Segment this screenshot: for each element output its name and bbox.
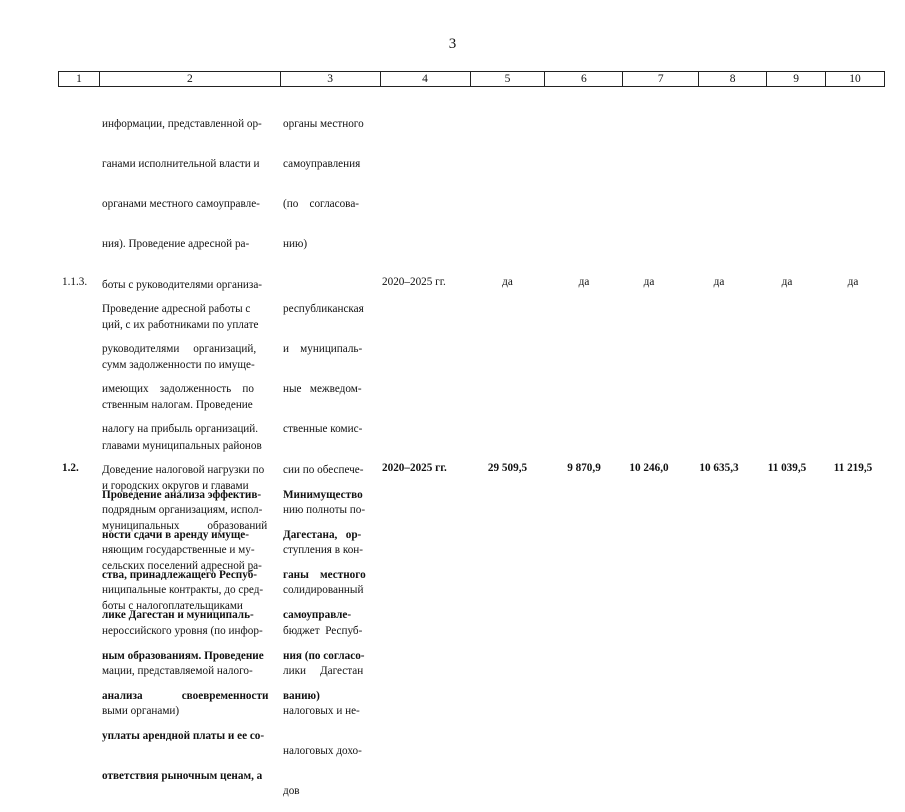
text-line: бюджет Респуб- <box>283 624 363 637</box>
text-line: ственные комис- <box>283 423 363 436</box>
continuation-executor <box>283 91 364 265</box>
header-col-9: 9 <box>767 72 826 86</box>
text-line: Минимущество <box>283 488 363 501</box>
text-line: ности сдачи в аренду имуще- <box>102 529 249 542</box>
text-line: сельских поселений адресной ра- <box>102 560 262 573</box>
row-1-2-number: 1.2. <box>62 462 79 474</box>
text-line: Дагестана, ор- <box>283 529 362 542</box>
text-line: ным образованиям. Проведение <box>102 649 264 662</box>
text-line: органы местного <box>283 117 364 130</box>
text-line: налоговых и не- <box>283 705 360 717</box>
row-1-1-3-value-2024: да <box>781 276 793 288</box>
header-col-8: 8 <box>699 72 767 86</box>
text-line: нию) <box>283 238 308 251</box>
header-col-1: 1 <box>59 72 100 86</box>
text-line: ния (по согласо- <box>283 649 365 662</box>
text-line: подрядным организациям, испол- <box>102 503 263 516</box>
text-line: анализа своевременности <box>102 689 269 702</box>
row-1-1-3-value-2022: да <box>643 276 655 288</box>
text-line: (по согласова- <box>283 198 360 211</box>
row-1-2-value-2022: 10 246,0 <box>629 462 669 474</box>
text-line: ганами исполнительной власти и <box>102 158 260 171</box>
text-line: боты с налогоплательщиками <box>102 600 243 613</box>
text-line: ганы местного <box>283 569 366 582</box>
text-line: няющим государственные и му- <box>102 544 255 557</box>
row-1-2-value-2025: 11 219,5 <box>833 462 873 474</box>
text-line: Доведение налоговой нагрузки по <box>102 463 265 476</box>
text-line: республиканская <box>283 302 364 315</box>
text-line: ций, с их работниками по уплате <box>102 318 259 331</box>
header-col-6: 6 <box>545 72 623 86</box>
text-line: дов <box>283 785 300 798</box>
text-line: Проведение адресной работы с <box>102 302 251 315</box>
text-line: муниципальных образований <box>102 520 268 532</box>
text-line: ные межведом- <box>283 383 362 396</box>
text-line: налоговых дохо- <box>283 745 362 758</box>
row-1-1-3-value-2021: да <box>578 276 590 288</box>
text-line: ния). Проведение адресной ра- <box>102 238 250 251</box>
row-1-1-3-value-2025: да <box>847 276 859 288</box>
row-1-2-value-2021: 9 870,9 <box>567 462 601 474</box>
row-1-1-3-number: 1.1.3. <box>62 276 88 288</box>
text-line: и муниципаль- <box>283 343 363 356</box>
text-line: уплаты арендной платы и ее со- <box>102 730 265 743</box>
text-line: самоуправле- <box>283 609 352 622</box>
text-line: ответствия рыночным ценам, а <box>102 770 263 783</box>
text-line: сумм задолженности по имуще- <box>102 359 255 372</box>
text-line: сии по обеспече- <box>283 463 364 476</box>
text-line: ниципальные контракты, до сред- <box>102 584 264 597</box>
header-col-3: 3 <box>281 72 381 86</box>
text-line: нероссийского уровня (по инфор- <box>102 624 263 637</box>
text-line: информации, представленной ор- <box>102 117 262 130</box>
text-line: органами местного самоуправле- <box>102 198 260 211</box>
row-1-2-value-2023: 10 635,3 <box>699 462 739 474</box>
row-1-1-3-value-2020: да <box>502 276 513 288</box>
row-1-2-description <box>102 462 268 797</box>
table-header-row <box>58 71 885 87</box>
row-1-2-executor <box>283 462 366 717</box>
text-line: мации, представляемой налого- <box>102 664 253 677</box>
text-line: и городских округов и главами <box>102 479 249 492</box>
text-line: ства, принадлежащего Респуб- <box>102 569 258 582</box>
header-col-4: 4 <box>381 72 471 86</box>
row-1-2-period: 2020–2025 гг. <box>382 462 447 474</box>
row-1-1-3-period: 2020–2025 гг. <box>382 276 446 288</box>
text-line: нию полноты по- <box>283 503 366 516</box>
text-line: Проведение анализа эффектив- <box>102 488 262 501</box>
text-line: солидированный <box>283 584 364 597</box>
text-line: главами муниципальных районов <box>102 439 262 452</box>
text-line: ступления в кон- <box>283 544 364 557</box>
header-col-10: 10 <box>826 72 885 86</box>
text-line: ственным налогам. Проведение <box>102 399 253 412</box>
text-line: налогу на прибыль организаций. <box>102 423 259 436</box>
text-line: имеющих задолженность по <box>102 383 254 396</box>
text-line: лике Дагестан и муниципаль- <box>102 609 254 622</box>
header-col-2: 2 <box>100 72 281 86</box>
text-line: ванию) <box>283 689 320 702</box>
row-1-2-value-2024: 11 039,5 <box>767 462 807 474</box>
text-line: боты с руководителями организа- <box>102 278 263 291</box>
text-line: руководителями организаций, <box>102 343 257 356</box>
text-line: лики Дагестан <box>283 664 364 677</box>
text-line: выми органами) <box>102 705 180 717</box>
header-col-5: 5 <box>471 72 546 86</box>
row-1-2-value-2020: 29 509,5 <box>487 462 528 474</box>
row-1-1-3-value-2023: да <box>713 276 725 288</box>
text-line: самоуправления <box>283 158 361 171</box>
header-col-7: 7 <box>623 72 699 86</box>
page-number: 3 <box>448 36 457 52</box>
